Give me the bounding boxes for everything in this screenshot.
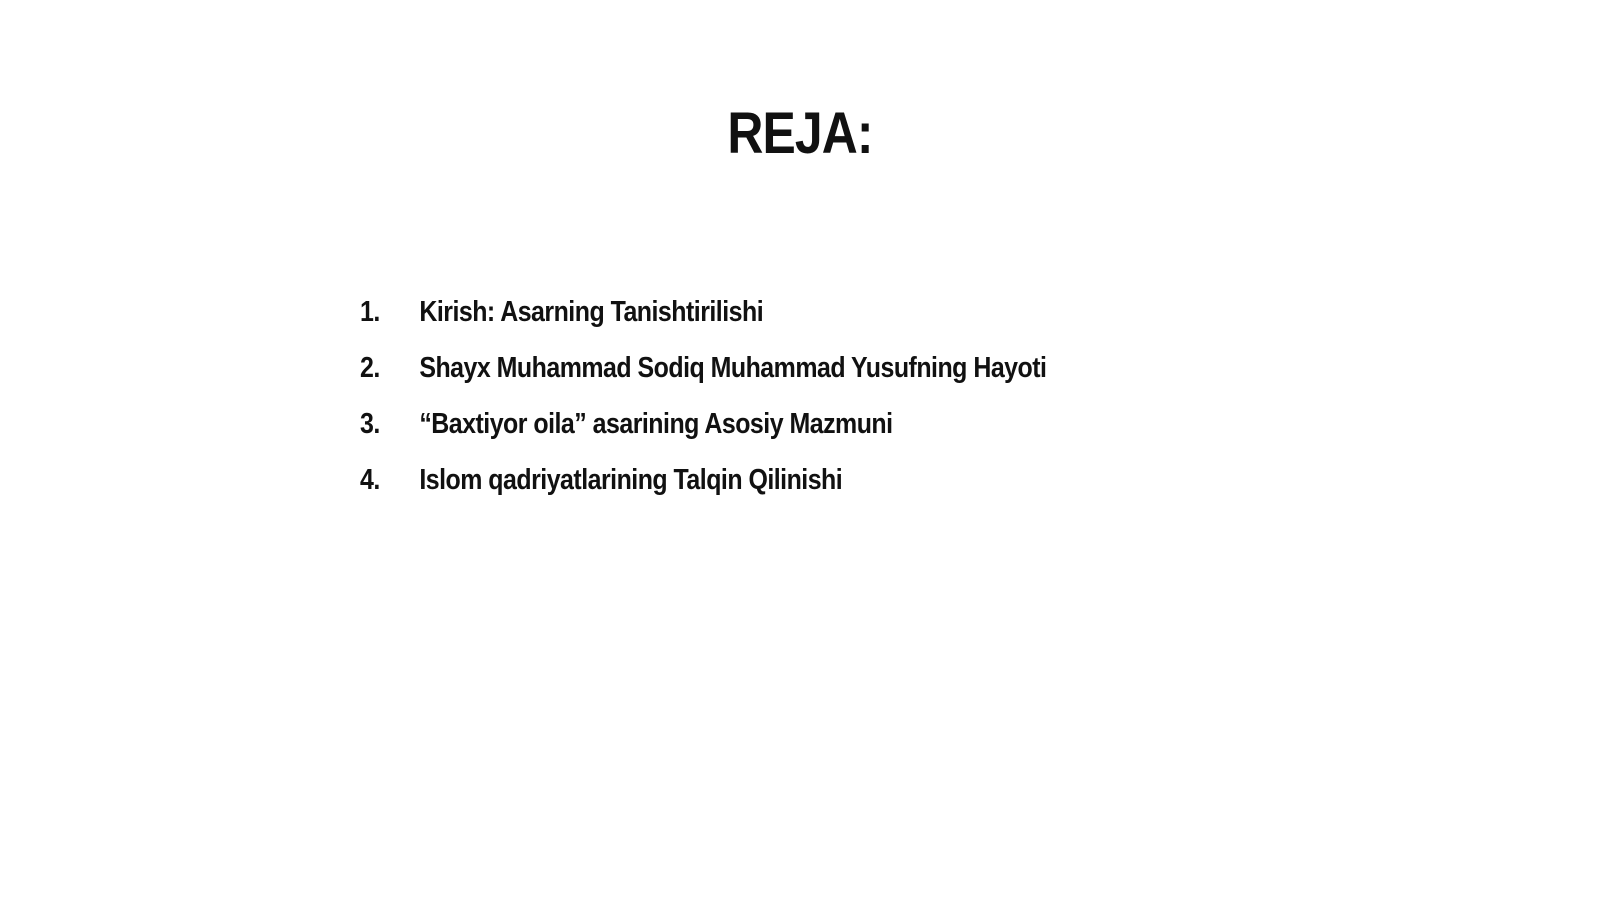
list-item-number: 1. <box>360 296 380 328</box>
plan-list <box>360 284 1158 508</box>
list-item <box>360 452 1046 508</box>
list-item-text: “Baxtiyor oila” asarining Asosiy Mazmuni <box>419 408 893 440</box>
list-item <box>360 396 1046 452</box>
slide-title: REJA: <box>727 101 873 166</box>
list-item-text: Kirish: Asarning Tanishtirilishi <box>419 296 764 328</box>
list-item-number: 4. <box>360 464 380 496</box>
list-item <box>360 284 1046 340</box>
list-item-number: 3. <box>360 408 380 440</box>
list-item <box>360 340 1046 396</box>
list-item-number: 2. <box>360 352 380 384</box>
list-item-text: Islom qadriyatlarining Talqin Qilinishi <box>419 464 843 496</box>
list-item-text: Shayx Muhammad Sodiq Muhammad Yusufning Hayoti <box>419 352 1047 384</box>
